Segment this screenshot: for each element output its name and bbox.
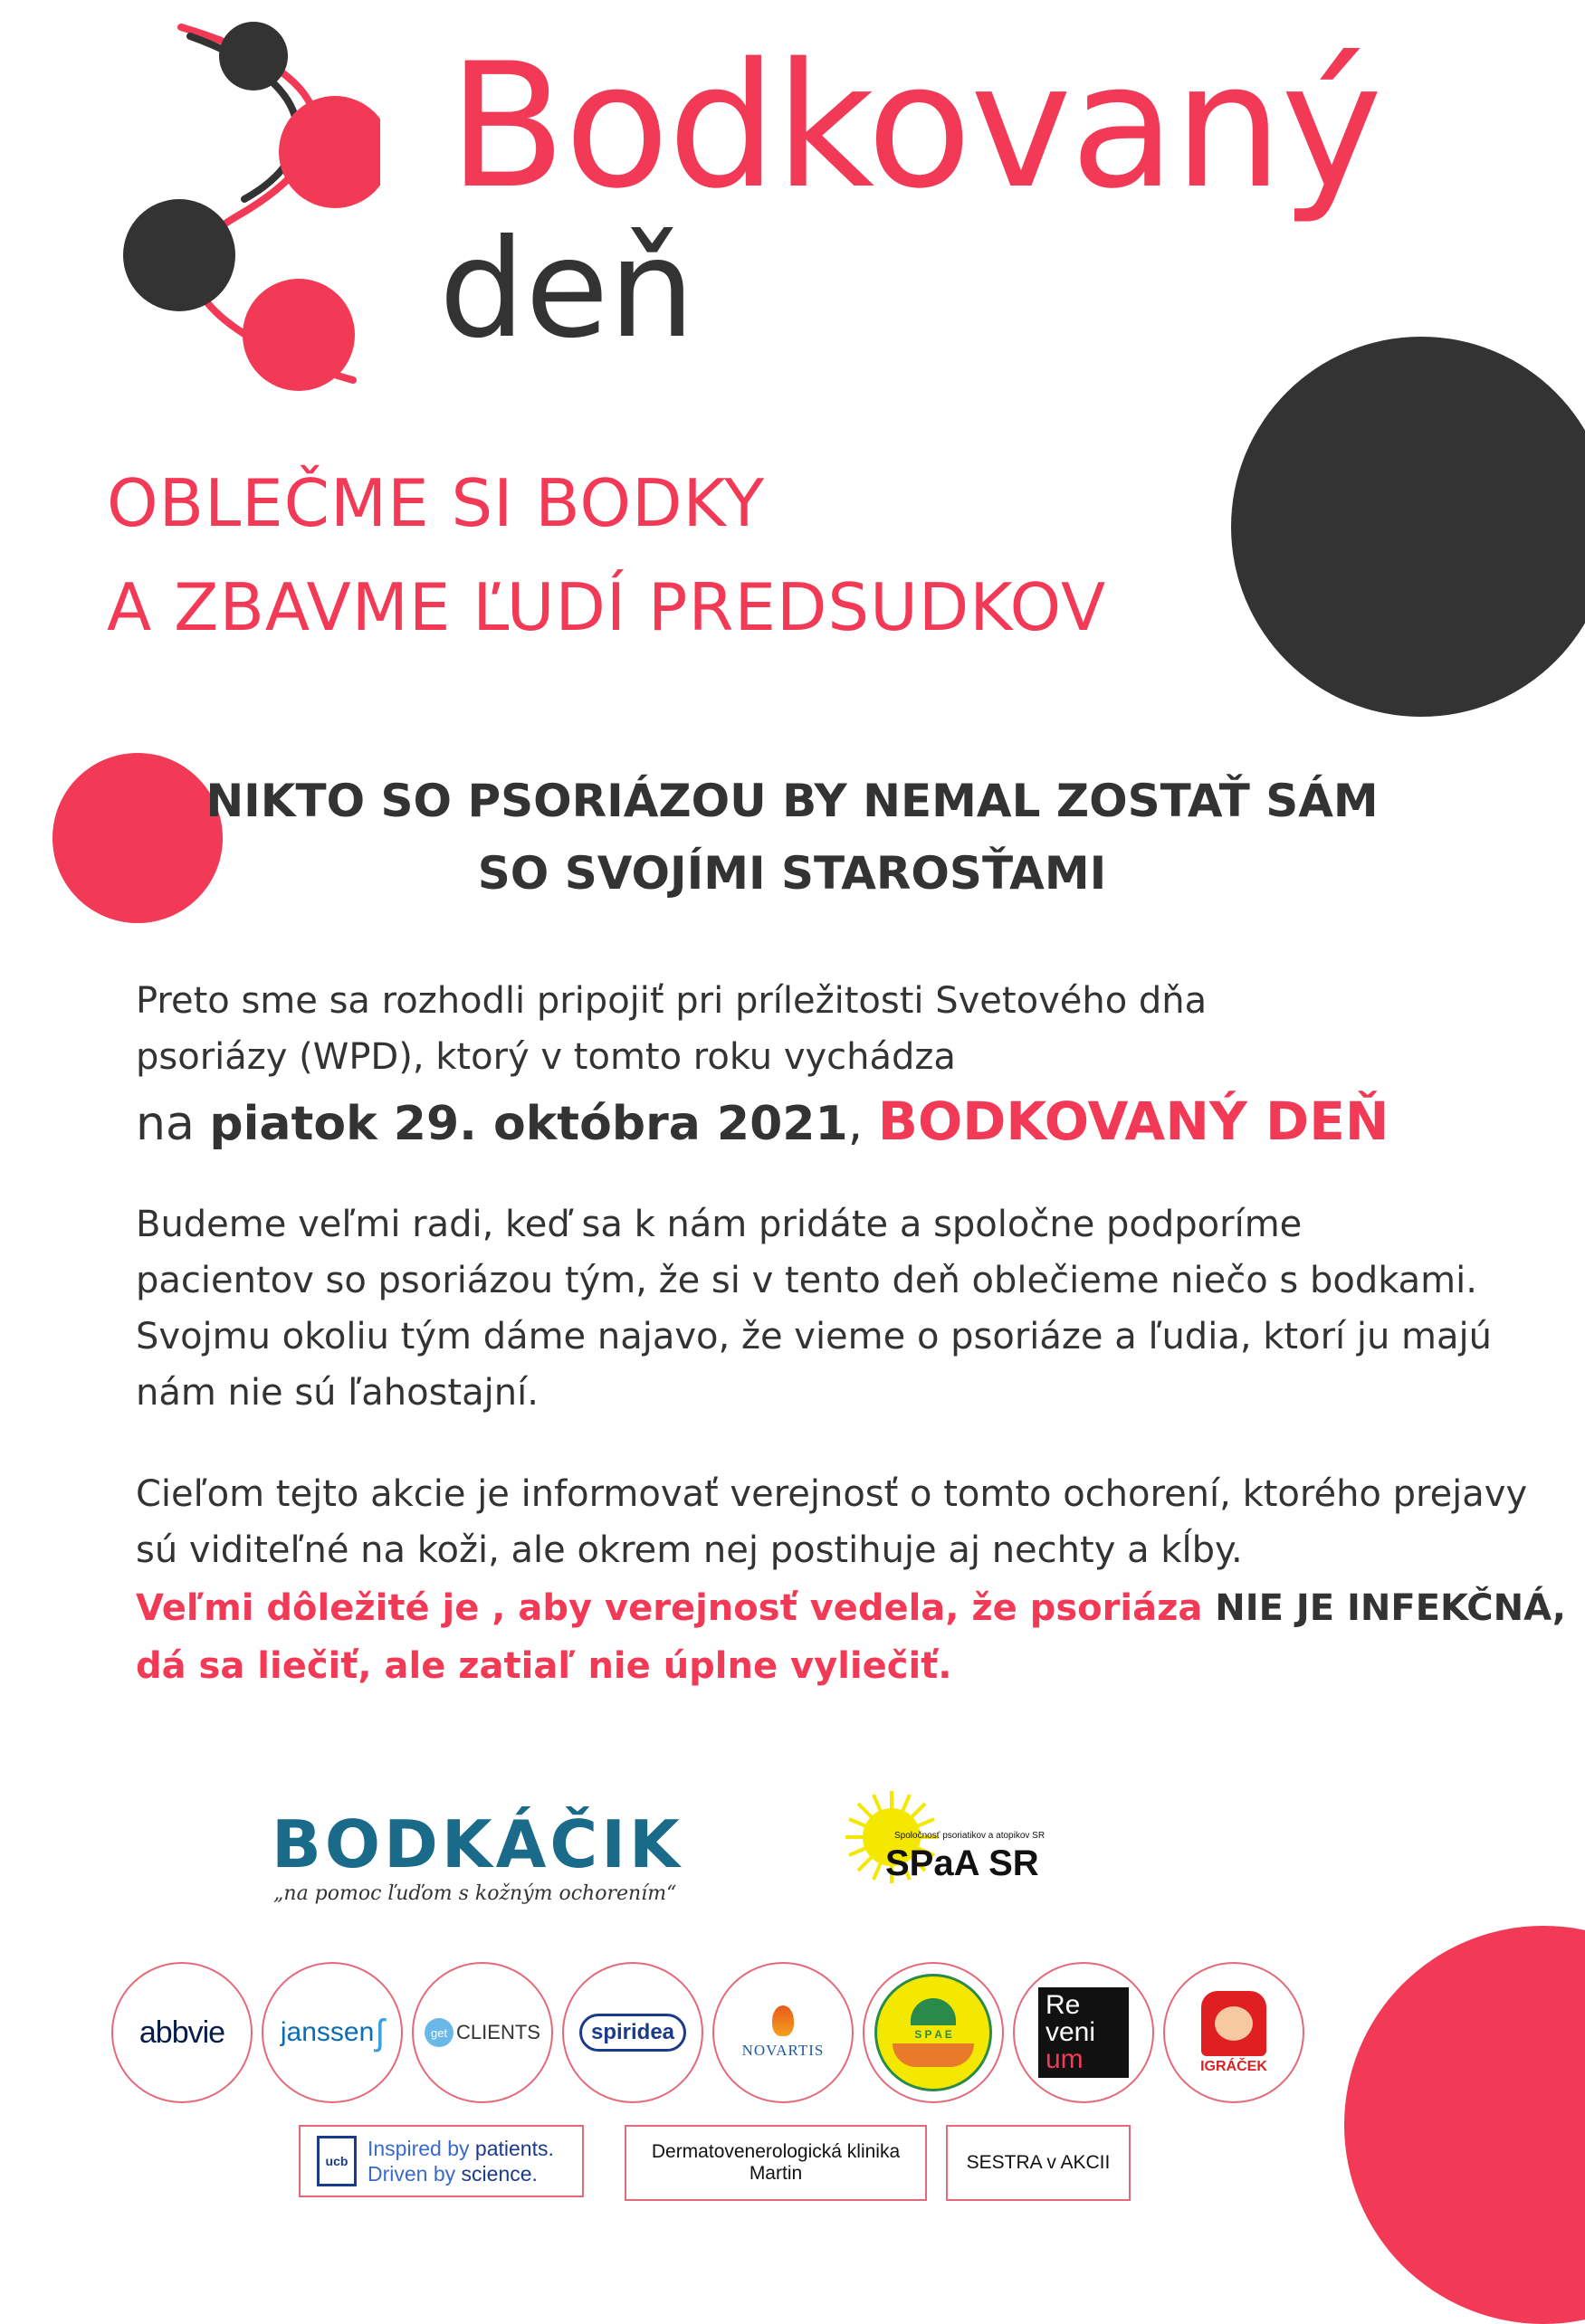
- getclients-mark-icon: [425, 2018, 454, 2047]
- getclients-get: get: [430, 2025, 448, 2040]
- support-paragraph: [136, 1196, 1492, 1421]
- igracek-logo-text: IGRÁČEK: [1200, 2058, 1267, 2074]
- sponsor-getclients[interactable]: [412, 1962, 553, 2103]
- spae-logo-text: S P A E: [914, 2028, 952, 2041]
- support-line3: Svojmu okoliu tým dáme najavo, že vieme o psoriáze a ľudia, ktorí ju majú: [136, 1316, 1492, 1357]
- warning-paragraph: [136, 1579, 1566, 1695]
- spaa-logo: [842, 1787, 1077, 1887]
- title-bodkovany: Bodkovaný: [448, 26, 1381, 226]
- headline-line2: SO SVOJÍMI STAROSŤAMI: [477, 847, 1107, 900]
- goal-line2: sú viditeľné na koži, ale okrem nej postihuje aj nechty a kĺby.: [136, 1529, 1243, 1571]
- event-date: piatok 29. októbra 2021: [209, 1097, 848, 1151]
- event-name: BODKOVANÝ DEŇ: [877, 1091, 1389, 1152]
- sestra-text: SESTRA v AKCII: [966, 2152, 1111, 2173]
- spae-logo: [874, 1974, 992, 2091]
- ucb-patients: patients.: [474, 2137, 554, 2160]
- bodkacik-tagline: „na pomoc ľuďom s kožným ochorením“: [273, 1882, 677, 1905]
- sponsor-spae[interactable]: [863, 1962, 1004, 2103]
- janssen-mark-icon: ʃ: [376, 2012, 385, 2053]
- support-line1: Budeme veľmi radi, keď sa k nám pridáte a spoločne podporíme: [136, 1204, 1303, 1245]
- ucb-logo: [317, 2136, 357, 2186]
- abbvie-logo-text: abbvie: [138, 2014, 225, 2050]
- warning-text: Veľmi dôležité je , aby verejnosť vedela, že psoriáza: [136, 1587, 1216, 1629]
- revenium-veni: veni: [1046, 2017, 1096, 2047]
- date-separator: ,: [847, 1097, 878, 1151]
- support-line4: nám nie sú ľahostajní.: [136, 1372, 539, 1414]
- slogan-line2: A ZBAVME ĽUDÍ PREDSUDKOV: [107, 569, 1107, 645]
- janssen-logo-text: janssen: [280, 2017, 375, 2047]
- spae-sun-icon: [911, 1998, 956, 2025]
- sponsor-janssen[interactable]: [262, 1962, 403, 2103]
- sponsor-igracek[interactable]: [1163, 1962, 1304, 2103]
- sponsor-spiridea[interactable]: [562, 1962, 703, 2103]
- ucb-logo-text: ucb: [325, 2154, 349, 2168]
- title-den: deň: [439, 211, 695, 368]
- sponsor-dermatology-clinic[interactable]: [625, 2125, 927, 2201]
- novartis-flame-icon: [772, 2005, 794, 2036]
- headline-line1: NIKTO SO PSORIÁZOU BY NEMAL ZOSTAŤ SÁM: [205, 775, 1379, 827]
- decor-circle-dark: [1231, 337, 1585, 717]
- sponsor-ucb[interactable]: [299, 2125, 584, 2197]
- igracek-figure-icon: [1201, 1991, 1266, 2056]
- sponsor-sestra[interactable]: [946, 2125, 1131, 2201]
- decor-circle-pink-bottom: [1344, 1926, 1585, 2324]
- ucb-inspired: Inspired by: [368, 2137, 475, 2160]
- date-line: [136, 1091, 1389, 1152]
- date-prefix: na: [136, 1097, 210, 1151]
- slogan-line1: OBLEČME SI BODKY: [107, 465, 766, 541]
- intro-line1: Preto sme sa rozhodli pripojiť pri príležitosti Svetového dňa: [136, 980, 1208, 1022]
- bodkacik-name: BODKÁČIK: [272, 1806, 683, 1882]
- revenium-um: um: [1046, 2044, 1084, 2074]
- spaa-name: SPaA SR: [885, 1843, 1039, 1883]
- logo-dots-mark: [109, 18, 380, 398]
- novartis-logo-text: NOVARTIS: [741, 2042, 825, 2059]
- spiridea-logo-text: spiridea: [579, 2014, 686, 2052]
- revenium-logo: [1038, 1987, 1129, 2078]
- intro-line2: psoriázy (WPD), ktorý v tomto roku vychádza: [136, 1036, 956, 1078]
- derma-line2: Martin: [749, 2163, 803, 2184]
- spae-wave-icon: [893, 2043, 974, 2067]
- derma-line1: Dermatovenerologická klinika: [651, 2141, 901, 2162]
- sponsor-novartis[interactable]: [712, 1962, 854, 2103]
- support-line2: pacientov so psoriázou tým, že si v tento deň oblečieme niečo s bodkami.: [136, 1260, 1477, 1301]
- ucb-driven: Driven by: [368, 2162, 462, 2186]
- revenium-re: Re: [1046, 1990, 1081, 2020]
- sponsor-abbvie[interactable]: [111, 1962, 253, 2103]
- spaa-fullname: Spoločnosť psoriatikov a atopikov SR: [894, 1831, 1046, 1841]
- intro-paragraph: [136, 973, 1207, 1085]
- ucb-science: science.: [461, 2162, 538, 2186]
- goal-paragraph: [136, 1466, 1527, 1578]
- warning-line2: dá sa liečiť, ale zatiaľ nie úplne vyliečiť.: [136, 1645, 952, 1687]
- sponsor-revenium[interactable]: [1013, 1962, 1154, 2103]
- bodkacik-logo: [272, 1806, 683, 1905]
- warning-not-infectious: NIE JE INFEKČNÁ,: [1215, 1587, 1566, 1629]
- getclients-logo-text: CLIENTS: [456, 2021, 540, 2043]
- goal-line1: Cieľom tejto akcie je informovať verejnosť o tomto ochorení, ktorého prejavy: [136, 1473, 1528, 1515]
